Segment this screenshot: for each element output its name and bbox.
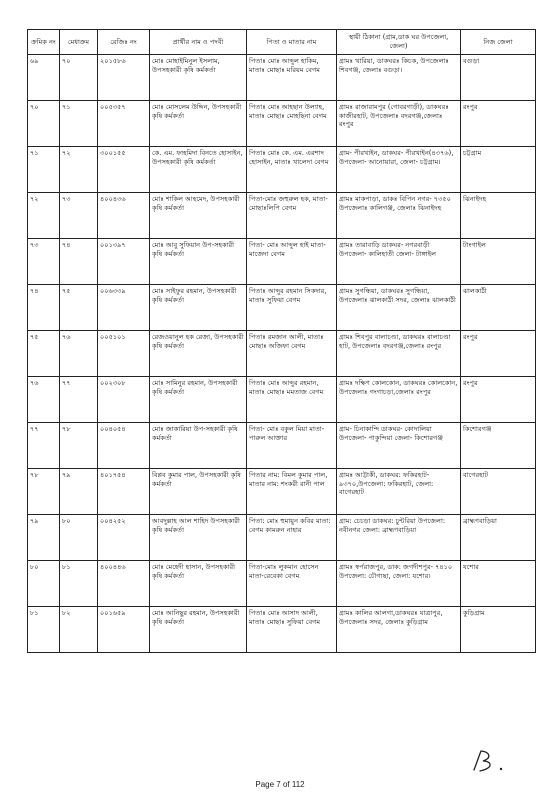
cell-district: ঝালকাঠী <box>461 285 536 331</box>
cell-parents: পিতা-মোঃ লুকমান হোসেন মাতা-রেবেকা বেগম <box>247 561 337 607</box>
cell-parents: পিতা- মোঃ বকুল মিয়া মাতা- পারুল আক্তার <box>247 423 337 469</box>
cell-registration: ০০৫১০১ <box>98 331 150 377</box>
table-header-row <box>28 30 536 55</box>
cell-merit: ৭৬ <box>60 331 98 377</box>
header-name: প্রার্থীর নাম ও পদবী <box>150 30 247 55</box>
page-number: Page 7 of 112 <box>255 780 305 789</box>
header-registration: রেজিঃ নং <box>98 30 150 55</box>
cell-registration: ২০১৫৮৬ <box>98 55 150 101</box>
cell-address: গ্রামঃ আট্টাকী, ডাকঘর: ফকিরহাট- ৯৩৭০,উপজেলা: ফকিরহাট, জেলা: বাগেরহাট <box>337 469 461 515</box>
cell-address: গ্রামঃ সুগন্ধিয়া, ডাকঘরঃ সুগন্ধিয়া, উপজেলাঃ ঝালকাঠী সদর, জেলাঃ ঝালকাঠী <box>337 285 461 331</box>
cell-parents: পিতাঃ মোঃ কে. এম. এরশাদ হোসাইন, মাতাঃ খালেদা বেগম <box>247 147 337 193</box>
header-serial: ক্রমিক নং <box>28 30 60 55</box>
cell-serial: ৭১ <box>28 147 60 193</box>
cell-district: ঝিনাইদহ <box>461 193 536 239</box>
candidate-list-table <box>27 29 536 653</box>
cell-serial: ৭৫ <box>28 331 60 377</box>
table-row <box>28 193 536 239</box>
cell-name: রেজওয়ানুল হক রেজা, উপসহকারী কৃষি কর্মকর্তা <box>150 331 247 377</box>
cell-address: গ্রামঃ খারিয়া, ডাকঘরঃ কিচক, উপজেলাঃ শিবগঞ্জ, জেলাঃ বগুড়া। <box>337 55 461 101</box>
cell-serial: ৮১ <box>28 607 60 653</box>
table-row <box>28 423 536 469</box>
table-row <box>28 469 536 515</box>
cell-name: মোঃ মোহাইমিনুল ইসলাম, উপসহকারী কৃষি কর্মকর্তা <box>150 55 247 101</box>
cell-parents: পিতাঃ আব্দুর রহমান সিকদার, মাতাঃ সুফিয়া বেগম <box>247 285 337 331</box>
cell-address: গ্রাম- চিনাকান্দি ডাকঘর- কোদালিয়া উপজেলা- পাকুন্দিয়া জেলা- কিশোরগঞ্জ <box>337 423 461 469</box>
cell-merit: ৭২ <box>60 147 98 193</box>
cell-name: মোঃ মেহেদী হাসান, উপসহকারী কৃষি কর্মকর্তা <box>150 561 247 607</box>
cell-address: গ্রামঃ শিবপুর বালাচণ্ডা, ডাকঘরঃ বালাচণ্ডা হাট, উপজেলাঃ বদরগঞ্জ,জেলাঃ রংপুর <box>337 331 461 377</box>
candidate-list-table-wrapper <box>27 29 535 653</box>
table-row <box>28 55 536 101</box>
cell-serial: ৭২ <box>28 193 60 239</box>
cell-registration: ৩০০১৫৫ <box>98 147 150 193</box>
cell-district: কিশোরগঞ্জ <box>461 423 536 469</box>
cell-district: রংপুর <box>461 101 536 147</box>
cell-registration: ০০৫৩৫৭ <box>98 101 150 147</box>
cell-serial: ৭৮ <box>28 469 60 515</box>
cell-merit: ৮১ <box>60 561 98 607</box>
cell-merit: ৭৭ <box>60 377 98 423</box>
cell-name: মোঃ আনিছুর রহমান, উপসহকারী কৃষি কর্মকর্তা <box>150 607 247 653</box>
cell-serial: ৭৬ <box>28 377 60 423</box>
table-row <box>28 331 536 377</box>
table-row <box>28 147 536 193</box>
cell-merit: ৭১ <box>60 101 98 147</box>
cell-registration: ৪০১৭৫৪ <box>98 469 150 515</box>
cell-serial: ৭৩ <box>28 239 60 285</box>
cell-name: মোঃ জাকারিয়া উপ-সহকারী কৃষি কর্মকর্তা <box>150 423 247 469</box>
cell-parents: পিতাঃ মোঃ আব্দুর রহমান, মাতাঃ মোছাঃ মমতাজ বেগম <box>247 377 337 423</box>
table-row <box>28 377 536 423</box>
cell-merit: ৭৩ <box>60 193 98 239</box>
cell-district: রংপুর <box>461 331 536 377</box>
cell-serial: ৭৯ <box>28 515 60 561</box>
cell-merit: ৭৯ <box>60 469 98 515</box>
cell-address: গ্রাম: চেচড়া ডাকঘর: চুন্টরিয়া উপজেলা: নবীনগর জেলা: ব্রাহ্মণবাড়িয়া <box>337 515 461 561</box>
cell-district: চট্টগ্রাম <box>461 147 536 193</box>
cell-registration: ০০২৩০৮ <box>98 377 150 423</box>
table-row <box>28 561 536 607</box>
cell-name: মোঃ মোসলেম উদ্দিন, উপসহকারী কৃষি কর্মকর্তা <box>150 101 247 147</box>
cell-parents: পিতাঃ মোঃ আহছান উল্যাহ, মাতাঃ মোছাঃ মোহছিনা বেগম <box>247 101 337 147</box>
cell-address: গ্রামঃ রাজারামপুর (গোবরগাড়ী), ডাকঘরঃ কাজীরহাট, উপজেলাঃ বদরগঞ্জ,জেলাঃ রংপুর <box>337 101 461 147</box>
header-merit: মেধাক্রম <box>60 30 98 55</box>
cell-district: ব্রাহ্মণবাড়িয়া <box>461 515 536 561</box>
cell-name: আবদুল্লাহ আল শাহিদ উপসহকারী কৃষি কর্মকর্তা <box>150 515 247 561</box>
table-row <box>28 285 536 331</box>
handwritten-signature <box>468 748 508 774</box>
cell-merit: ৭৫ <box>60 285 98 331</box>
cell-district: বাগেরহাট <box>461 469 536 515</box>
cell-registration: ০০৪২৫২ <box>98 515 150 561</box>
cell-name: মোঃ শাকিল আহমেদ, উপসহকারী কৃষি কর্মকর্তা <box>150 193 247 239</box>
cell-name: বিপ্লব কুমার পাল, উপসহকারী কৃষি কর্মকর্তা <box>150 469 247 515</box>
cell-registration: ৪০০৪৪৬ <box>98 561 150 607</box>
cell-merit: ৮০ <box>60 515 98 561</box>
cell-serial: ৭৭ <box>28 423 60 469</box>
cell-district: যশোর <box>461 561 536 607</box>
cell-parents: পিতাঃ মোঃ আব্দুল হাকিম, মাতাঃ মোছাঃ মরিয়ম বেগম <box>247 55 337 101</box>
header-address: স্থায়ী ঠিকানা (গ্রাম,ডাক ঘর উপজেলা, জেলা) <box>337 30 461 55</box>
cell-registration: ০০৬৩৩৯ <box>98 285 150 331</box>
table-row <box>28 101 536 147</box>
cell-merit: ৭৪ <box>60 239 98 285</box>
cell-serial: ৬৯ <box>28 55 60 101</box>
table-row <box>28 239 536 285</box>
header-parents: পিতা ও মাতার নাম <box>247 30 337 55</box>
cell-parents: পিতার নাম: বিমল কুমার পাল, মাতার নাম: শংকরী রানী পাল <box>247 469 337 515</box>
cell-name: মোঃ সামিনুর রহমান, উপসহকারী কৃষি কর্মকর্তা <box>150 377 247 423</box>
cell-serial: ৮০ <box>28 561 60 607</box>
cell-address: গ্রামঃ দক্ষিণ কোলকোন, ডাকঘরঃ কোলকোন, উপজেলাঃ গংগাচড়া,জেলাঃ রংপুর <box>337 377 461 423</box>
cell-address: গ্রামঃ মাকপাড়া, ডাকঃ বিপিন নগর- ৭৩৫০ উপজেলাঃ কালিগঞ্জ, জেলাঃ ঝিনাইদহ <box>337 193 461 239</box>
cell-address: গ্রামঃ তারাবাড়ি ডাকঘর- নগরবাড়ী উপজেলা- কালিহাতী জেলা- টাঙ্গাইল <box>337 239 461 285</box>
table-row <box>28 515 536 561</box>
cell-district: বগুড়া <box>461 55 536 101</box>
cell-address: গ্রামঃ স্বর্পরাজপুর, ডাক: জগদীশপুর- ৭৪১০ উপজেলা: চৌগাছা, জেলা: যশোর। <box>337 561 461 607</box>
cell-parents: পিতাঃ মোঃ আসাদ আলী, মাতাঃ মোছাঃ সুফিয়া বেগম <box>247 607 337 653</box>
cell-serial: ৭৪ <box>28 285 60 331</box>
cell-parents: পিতাঃ রমজান আলী, মাতাঃ মোছাঃ অজিফা বেগম <box>247 331 337 377</box>
table-row <box>28 607 536 653</box>
cell-merit: ৭৮ <box>60 423 98 469</box>
cell-parents: পিতা: মোঃ হুমায়ুন কবির মাতা: বেগম কামরুন নাহার <box>247 515 337 561</box>
cell-registration: ০০৪০৫৪ <box>98 423 150 469</box>
cell-registration: ৪০০৪৩৬ <box>98 193 150 239</box>
cell-merit: ৮২ <box>60 607 98 653</box>
cell-parents: পিতা- মোঃ আব্দুল হাই মাতা- মাজেদা বেগম <box>247 239 337 285</box>
cell-name: মোঃ আবু সুফিয়ান উপ-সহকারী কৃষি কর্মকর্তা <box>150 239 247 285</box>
header-district: নিজ জেলা <box>461 30 536 55</box>
cell-registration: ০০১৩৯৭ <box>98 239 150 285</box>
cell-merit: ৭০ <box>60 55 98 101</box>
cell-name: মোঃ সাইফুর রহমান, উপসহকারী কৃষি কর্মকর্তা <box>150 285 247 331</box>
cell-district: রংপুর <box>461 377 536 423</box>
cell-address: গ্রামঃ কালির আলগা,ডাকঘরঃ যাত্রাপুর, উপজেলাঃ সদর, জেলাঃ কুড়িগ্রাম <box>337 607 461 653</box>
cell-district: কুড়িগ্রাম <box>461 607 536 653</box>
cell-serial: ৭০ <box>28 101 60 147</box>
cell-registration: ০০১৬৫৯ <box>98 607 150 653</box>
cell-name: কে. এম. ফাহমিদা বিনতে হোসাইন, উপসহকারী কৃষি কর্মকর্তা <box>150 147 247 193</box>
cell-address: গ্রাম- পীরখাইন, ডাকঘর- পীরখাইন(৪৩৭৬), উপজেলা- আনোয়ারা, জেলা- চট্টগ্রাম। <box>337 147 461 193</box>
cell-district: টাংগাইল <box>461 239 536 285</box>
cell-parents: পিতা-মোঃ জহুরুল হক, মাতা-মোছাঃলিপি বেগম <box>247 193 337 239</box>
